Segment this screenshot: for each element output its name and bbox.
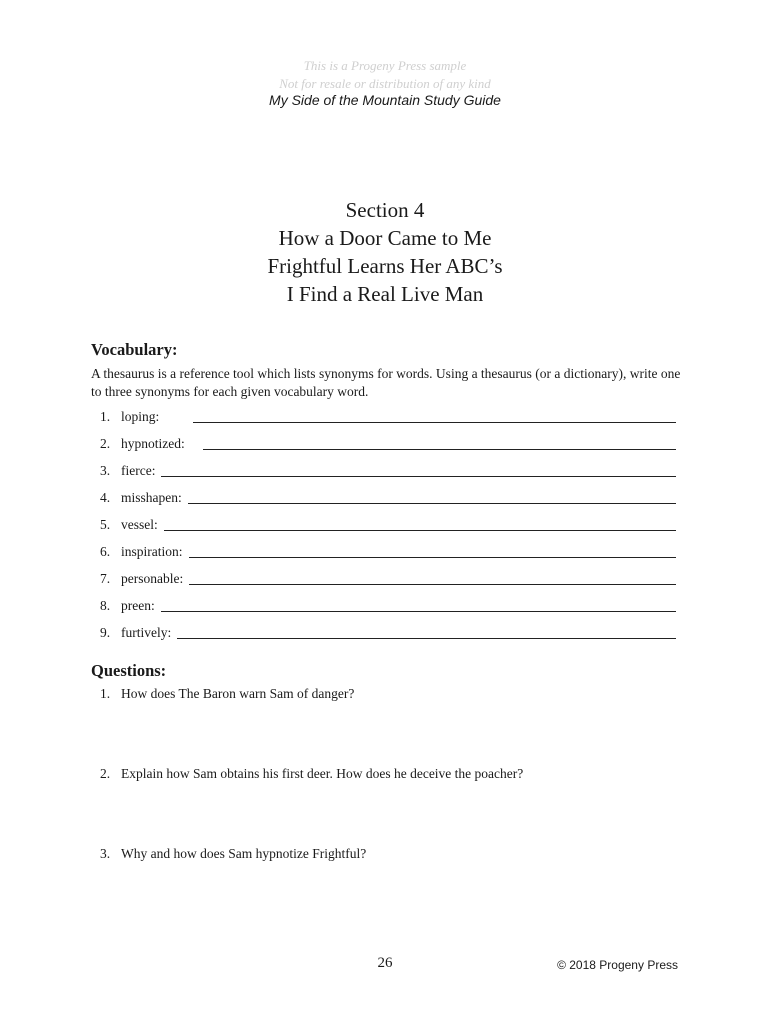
section-title-line: I Find a Real Live Man [286, 282, 484, 306]
vocab-item [100, 459, 676, 479]
vocab-number: 9. [100, 625, 111, 640]
answer-line[interactable] [164, 516, 676, 531]
vocab-number: 2. [100, 436, 111, 451]
question-number: 2. [100, 766, 111, 781]
vocab-word: misshapen: [121, 490, 182, 505]
question-text: How does The Baron warn Sam of danger? [121, 686, 355, 701]
vocab-item [100, 486, 676, 506]
vocabulary-heading: Vocabulary: [91, 340, 178, 359]
vocab-word: furtively: [121, 625, 172, 640]
answer-line[interactable] [203, 435, 676, 450]
vocab-number: 4. [100, 490, 111, 505]
question-item [100, 846, 366, 862]
answer-line[interactable] [188, 489, 676, 504]
question-text: Explain how Sam obtains his first deer. How does he deceive the poacher? [121, 766, 524, 781]
vocab-number: 1. [100, 409, 111, 424]
section-title-line: How a Door Came to Me [278, 226, 492, 250]
questions-heading: Questions: [91, 661, 167, 680]
vocab-word: personable: [121, 571, 184, 586]
section-title-line: Frightful Learns Her ABC’s [267, 254, 503, 278]
vocab-number: 8. [100, 598, 111, 613]
answer-line[interactable] [193, 408, 676, 423]
vocab-word: preen: [121, 598, 155, 613]
question-item [100, 686, 354, 702]
section-title-line: Section 4 [345, 198, 425, 222]
answer-line[interactable] [161, 597, 676, 612]
vocab-item [100, 432, 676, 452]
vocab-item [100, 621, 676, 641]
vocab-number: 3. [100, 463, 111, 478]
section-title [0, 196, 770, 308]
page-number: 26 [377, 955, 393, 971]
question-number: 3. [100, 846, 111, 861]
vocab-word: inspiration: [121, 544, 183, 559]
answer-line[interactable] [189, 570, 676, 585]
answer-line[interactable] [177, 624, 676, 639]
vocab-word: loping: [121, 409, 160, 424]
copyright-notice: © 2018 Progeny Press [557, 958, 678, 972]
answer-line[interactable] [161, 462, 676, 477]
vocab-item [100, 405, 676, 425]
question-item [100, 766, 523, 782]
question-text: Why and how does Sam hypnotize Frightful? [121, 846, 367, 861]
vocab-item [100, 513, 676, 533]
vocab-item [100, 540, 676, 560]
vocab-word: vessel: [121, 517, 158, 532]
question-number: 1. [100, 686, 111, 701]
vocab-word: hypnotized: [121, 436, 185, 451]
vocab-number: 6. [100, 544, 111, 559]
vocab-item [100, 567, 676, 587]
watermark-line-1: This is a Progeny Press sample [303, 58, 467, 73]
guide-title: My Side of the Mountain Study Guide [269, 92, 501, 108]
vocab-item [100, 594, 676, 614]
vocabulary-instructions: A thesaurus is a reference tool which lists synonyms for words. Using a thesaurus (or a dictionary), write one to three synonyms for each given vocabulary word. [91, 366, 681, 399]
vocab-number: 7. [100, 571, 111, 586]
vocab-number: 5. [100, 517, 111, 532]
vocab-word: fierce: [121, 463, 156, 478]
answer-line[interactable] [189, 543, 677, 558]
watermark-line-2: Not for resale or distribution of any kind [279, 76, 491, 91]
